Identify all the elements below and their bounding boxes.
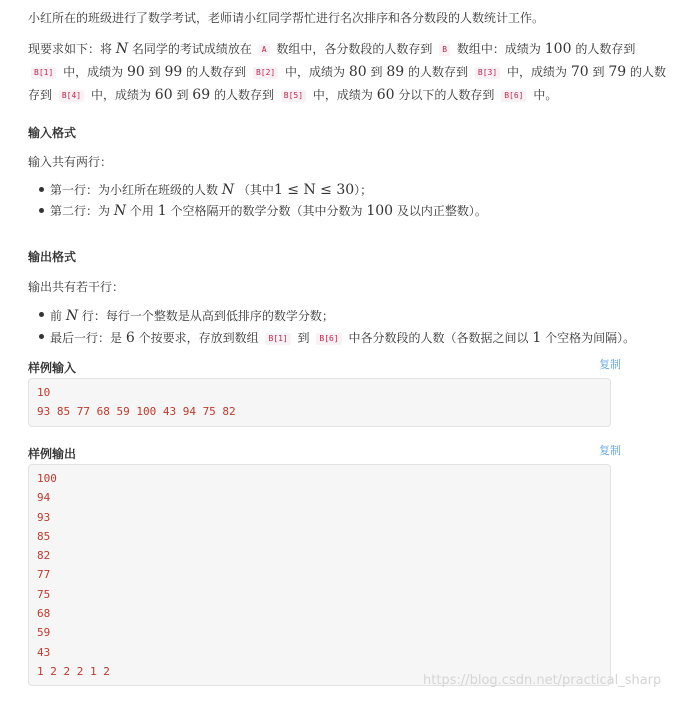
sample-input-code: 10 93 85 77 68 59 100 43 94 75 82 xyxy=(28,378,611,427)
req-text: 分以下的人数存到 xyxy=(398,88,495,102)
math-number: 69 xyxy=(192,87,211,103)
item-text: 个用 xyxy=(129,204,154,218)
bullet-icon xyxy=(39,312,44,317)
math-number: 99 xyxy=(164,64,183,80)
req-text: 数组中：成绩为 xyxy=(456,42,541,56)
sample-output-heading: 样例输出 xyxy=(28,447,77,461)
math-number: 6 xyxy=(125,330,135,346)
req-text: 的人数存到 xyxy=(408,65,469,79)
math-number: 79 xyxy=(608,64,627,80)
output-format-list xyxy=(39,305,635,349)
req-text: 中，成绩为 xyxy=(312,88,373,102)
sample-output-header xyxy=(28,442,628,460)
item-text: 个按要求，存放到数组 xyxy=(138,331,259,345)
math-number: 1 xyxy=(532,330,542,346)
sample-input-section xyxy=(28,356,628,427)
req-text: 到 xyxy=(148,65,161,79)
math-number: 1 xyxy=(157,203,167,219)
list-item xyxy=(39,305,635,327)
req-text: 中，成绩为 xyxy=(63,65,124,79)
req-text: 存到 xyxy=(28,88,53,102)
math-number: 60 xyxy=(154,87,173,103)
inline-code-b6: B[6] xyxy=(501,90,526,102)
item-text: 第二行：为 xyxy=(50,204,111,218)
bullet-icon xyxy=(39,187,44,192)
req-text: 中，成绩为 xyxy=(506,65,567,79)
sample-output-section xyxy=(28,442,628,686)
inline-code-b1: B[1] xyxy=(265,333,290,345)
item-text: 第一行：为小红所在班级的人数 xyxy=(50,183,219,197)
req-text: 名同学的考试成绩放在 xyxy=(131,42,252,56)
req-text: 的人数 xyxy=(629,65,666,79)
req-text: 现要求如下：将 xyxy=(28,42,113,56)
item-text: ）； xyxy=(354,183,373,197)
math-number: 100 xyxy=(544,41,572,57)
watermark: https://blog.csdn.net/practical_sharp xyxy=(423,673,662,688)
inline-code-b4: B[4] xyxy=(59,90,84,102)
copy-sample-output-button[interactable]: 复制 xyxy=(599,444,621,457)
inline-code-b: B xyxy=(439,44,450,56)
item-text: 个空格为间隔）。 xyxy=(545,331,636,345)
input-format-heading: 输入格式 xyxy=(28,126,77,140)
math-number: 90 xyxy=(126,64,145,80)
inline-code-b6: B[6] xyxy=(316,333,341,345)
math-number: 60 xyxy=(376,87,395,103)
math-n: N xyxy=(115,41,129,57)
item-text: 及以内正整数）。 xyxy=(396,204,487,218)
item-text: 前 xyxy=(50,309,63,323)
copy-sample-input-button[interactable]: 复制 xyxy=(599,358,621,371)
inline-code-b5: B[5] xyxy=(281,90,306,102)
item-text: （其中 xyxy=(237,183,274,197)
sample-input-header xyxy=(28,356,628,374)
math-n: N xyxy=(113,203,127,219)
req-text: 到 xyxy=(370,65,383,79)
list-item xyxy=(39,327,635,349)
req-text: 到 xyxy=(176,88,189,102)
inline-code-b2: B[2] xyxy=(253,67,278,79)
output-format-desc: 输出共有若干行： xyxy=(28,280,125,294)
math-n: N xyxy=(65,308,79,324)
req-text: 中。 xyxy=(533,88,558,102)
sample-input-heading: 样例输入 xyxy=(28,361,77,375)
req-text: 到 xyxy=(592,65,605,79)
math-inequality: 1 ≤ N ≤ 30 xyxy=(273,182,355,198)
item-text: 到 xyxy=(297,331,310,345)
item-text: 最后一行：是 xyxy=(50,331,123,345)
item-text: 行：每行一个整数是从高到低排序的数学分数； xyxy=(81,309,334,323)
math-n: N xyxy=(221,182,235,198)
output-format-heading: 输出格式 xyxy=(28,250,77,264)
item-text: 中各分数段的人数（各数据之间以 xyxy=(348,331,529,345)
math-number: 80 xyxy=(348,64,367,80)
bullet-icon xyxy=(39,208,44,213)
inline-code-b3: B[3] xyxy=(475,67,500,79)
req-text: 中，成绩为 xyxy=(90,88,151,102)
math-number: 100 xyxy=(366,203,394,219)
inline-code-b1: B[1] xyxy=(31,67,56,79)
req-text: 数组中，各分数段的人数存到 xyxy=(276,42,433,56)
list-item xyxy=(39,180,487,201)
req-text: 的人数存到 xyxy=(186,65,247,79)
input-format-desc: 输入共有两行： xyxy=(28,155,113,169)
item-text: 个空格隔开的数学分数（其中分数为 xyxy=(170,204,363,218)
inline-code-a: A xyxy=(259,44,270,56)
intro-paragraph: 小红所在的班级进行了数学考试，老师请小红同学帮忙进行名次排序和各分数段的人数统计工作。 xyxy=(28,11,545,25)
math-number: 89 xyxy=(386,64,405,80)
input-format-list xyxy=(39,180,487,222)
list-item xyxy=(39,201,487,222)
req-text: 的人数存到 xyxy=(575,42,636,56)
bullet-icon xyxy=(39,334,44,339)
req-text: 的人数存到 xyxy=(213,88,274,102)
sample-output-code: 100 94 93 85 82 77 75 68 59 43 1 2 2 2 1 2 xyxy=(28,464,611,686)
req-text: 中，成绩为 xyxy=(285,65,346,79)
math-number: 70 xyxy=(570,64,589,80)
requirement-paragraph xyxy=(28,38,666,107)
